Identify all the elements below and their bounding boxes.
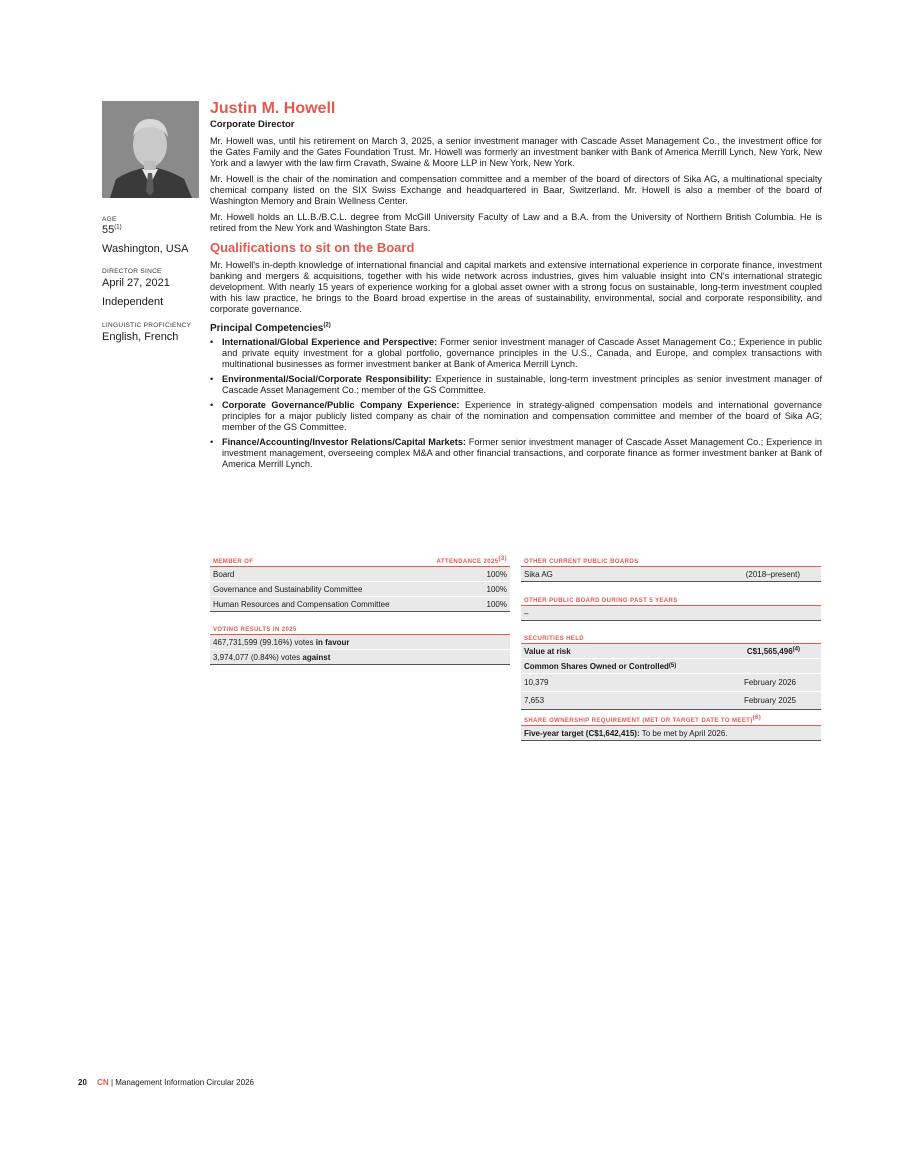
brand-name: CN	[97, 1078, 109, 1087]
competency-text: Former senior investment manager of Cascade Asset Management Co.; Experience in public and private equity investment for a global portfolio, governance principles in the U.S., Canada, and Europe, and complex transactions with multinational businesses as former investment banker at Bank of America Merrill Lynch.	[222, 337, 823, 369]
votes-against-label: against	[302, 652, 331, 662]
shares-label: Common Shares Owned or Controlled	[524, 661, 669, 671]
table-row	[521, 726, 821, 740]
list-item	[210, 374, 822, 396]
competency-text: Former senior investment manager of Cascade Asset Management Co.; Experience in investment management, overseeing complex M&A and other financial transactions, and corporate finance as former investment banker at Bank of America Merrill Lynch.	[222, 437, 822, 469]
other-boards-header-row	[521, 553, 821, 567]
past-boards-value: –	[524, 608, 529, 618]
value-footnote: (4)	[792, 645, 800, 652]
shares-count: 10,379	[524, 678, 549, 687]
table-row: Common Shares Owned or Controlled (5)	[521, 659, 821, 674]
director-since-label: DIRECTOR SINCE	[102, 268, 162, 275]
bio-paragraph: Mr. Howell holds an LL.B./B.C.L. degree from McGill University Faculty of Law and a B.A. from the University of Northern British Columbia. He is retired from the New York and Washington State Bars.	[210, 212, 822, 233]
attendance-value: 100%	[486, 584, 507, 594]
shares-date: February 2025	[743, 696, 796, 705]
ownership-header-row	[521, 712, 821, 726]
table-row	[521, 567, 821, 581]
table-row	[210, 635, 510, 650]
ownership-table	[521, 712, 821, 741]
bio-paragraph: Mr. Howell was, until his retirement on March 3, 2025, a senior investment manager with Cascade Asset Management Co., the investment office for the Gates Family and the Gates Foundation Trust. Mr. Howell was formerly an investment banker with Bank of America Merrill Lynch, New York, New York and a lawyer with the law firm Cravath, Swaine & Moore LLP in New York, New York.	[210, 136, 822, 168]
director-title: Corporate Director	[210, 119, 295, 130]
voting-header: VOTING RESULTS IN 2025	[213, 627, 297, 633]
past-boards-table	[521, 592, 821, 621]
list-item	[210, 400, 822, 433]
page-number: 20	[78, 1078, 87, 1087]
board-period: (2018–present)	[745, 569, 800, 579]
table-row	[521, 606, 821, 620]
director-photo	[102, 101, 199, 198]
age-value	[102, 224, 122, 236]
competency-title: Corporate Governance/Public Company Experience:	[222, 400, 460, 410]
list-item	[210, 337, 822, 370]
portrait-image	[102, 101, 199, 198]
table-row	[521, 644, 821, 659]
shares-count: 7,653	[524, 696, 545, 705]
competency-title: Finance/Accounting/Investor Relations/Capital Markets:	[222, 437, 466, 447]
value-at-risk-amount: C$1,565,496	[746, 646, 793, 656]
voting-table	[210, 621, 510, 665]
ownership-footnote: (6)	[752, 715, 762, 721]
attendance-footnote: (3)	[498, 556, 507, 562]
language-label: LINGUISTIC PROFICIENCY	[102, 322, 192, 329]
target-label: Five-year target (C$1,642,415):	[524, 728, 640, 738]
competencies-list	[210, 337, 822, 470]
competency-title: International/Global Experience and Perspective:	[222, 337, 438, 347]
other-boards-table	[521, 553, 821, 582]
competencies-title: Principal Competencies	[210, 323, 324, 334]
qualifications-text: Mr. Howell's in-depth knowledge of international financial and capital markets and extensive international experience in corporate finance, investment banking and mergers & acquisitions, together with his wide network across industries, gives him valuable insight into CN's international strategic development. With nearly 15 years of experience working for a global asset owner with a strong focus on sustainable, long-term investment coupled with his law practice, he brings to the Board broad expertise in the areas of sustainability, environmental, social and corporate responsibility, and corporate governance.	[210, 260, 822, 314]
competency-title: Environmental/Social/Corporate Responsibility:	[222, 374, 432, 384]
shares-date: February 2026	[743, 678, 796, 687]
qualifications-heading: Qualifications to sit on the Board	[210, 240, 415, 255]
table-row	[210, 597, 510, 611]
bio-paragraph: Mr. Howell is the chair of the nomination and compensation committee and a member of the board of directors of Sika AG, a multinational specialty chemical company listed on the SIX Swiss Exchange and headquartered in Baar, Switzerland. Mr. Howell is also a member of the board of Washington Memory and Brain Wellness Center.	[210, 174, 822, 206]
membership-table-header	[210, 553, 510, 567]
target-text: To be met by April 2026.	[639, 728, 728, 738]
votes-favour-count: 467,731,599 (99.16%) votes	[213, 637, 316, 647]
director-profile	[210, 99, 822, 474]
attendance-header	[434, 556, 510, 566]
age-label: AGE	[102, 216, 117, 223]
location: Washington, USA	[102, 243, 189, 255]
other-boards-header: OTHER CURRENT PUBLIC BOARDS	[524, 559, 639, 565]
voting-table-header	[210, 621, 510, 635]
value-at-risk-label: Value at risk	[524, 646, 571, 656]
table-row	[210, 650, 510, 664]
membership-table	[210, 553, 510, 612]
votes-against-count: 3,974,077 (0.84%) votes	[213, 652, 303, 662]
page-footer	[78, 1078, 254, 1087]
ownership-header-text: SHARE OWNERSHIP REQUIREMENT (MET OR TARGET DATE TO MEET)	[524, 718, 753, 724]
table-row	[210, 582, 510, 597]
attendance-value: 100%	[486, 569, 507, 579]
attendance-value: 100%	[486, 599, 507, 609]
independence-status: Independent	[102, 296, 164, 308]
table-row	[521, 674, 821, 692]
age-footnote: (1)	[114, 224, 122, 231]
value-at-risk	[747, 647, 818, 656]
board-name: Sika AG	[524, 569, 553, 579]
securities-table	[521, 630, 821, 710]
competency-text: Experience in sustainable, long-term investment principles as senior investment manager of Cascade Asset Management Co.; member of the GS Committee.	[222, 374, 822, 395]
competencies-heading	[210, 323, 822, 334]
competencies-footnote: (2)	[323, 322, 331, 329]
securities-header: SECURITIES HELD	[524, 636, 585, 642]
membership-name: Human Resources and Compensation Committee	[213, 599, 390, 609]
membership-name: Board	[213, 569, 235, 579]
competency-text: Experience in strategy-aligned compensation models and international governance principles for a major publicly listed company as chair of the nomination and compensation committee and member of the board of Sika AG; member of the GS Committee.	[222, 400, 822, 432]
list-item	[210, 437, 822, 470]
table-row	[521, 692, 821, 709]
past-boards-header-row	[521, 592, 821, 606]
director-name: Justin M. Howell	[210, 100, 336, 117]
table-row	[210, 567, 510, 582]
securities-header-row	[521, 630, 821, 644]
ownership-header	[521, 715, 764, 725]
attendance-header-text: ATTENDANCE 2025	[436, 559, 499, 565]
language-value: English, French	[102, 331, 179, 343]
member-of-header: MEMBER OF	[213, 559, 254, 565]
membership-name: Governance and Sustainability Committee	[213, 584, 363, 594]
age-number: 55	[102, 224, 115, 236]
footer-text: | Management Information Circular 2026	[110, 1078, 254, 1087]
director-since-value: April 27, 2021	[102, 277, 170, 289]
votes-favour-label: in favour	[315, 637, 350, 647]
past-boards-header: OTHER PUBLIC BOARD DURING PAST 5 YEARS	[524, 598, 678, 604]
